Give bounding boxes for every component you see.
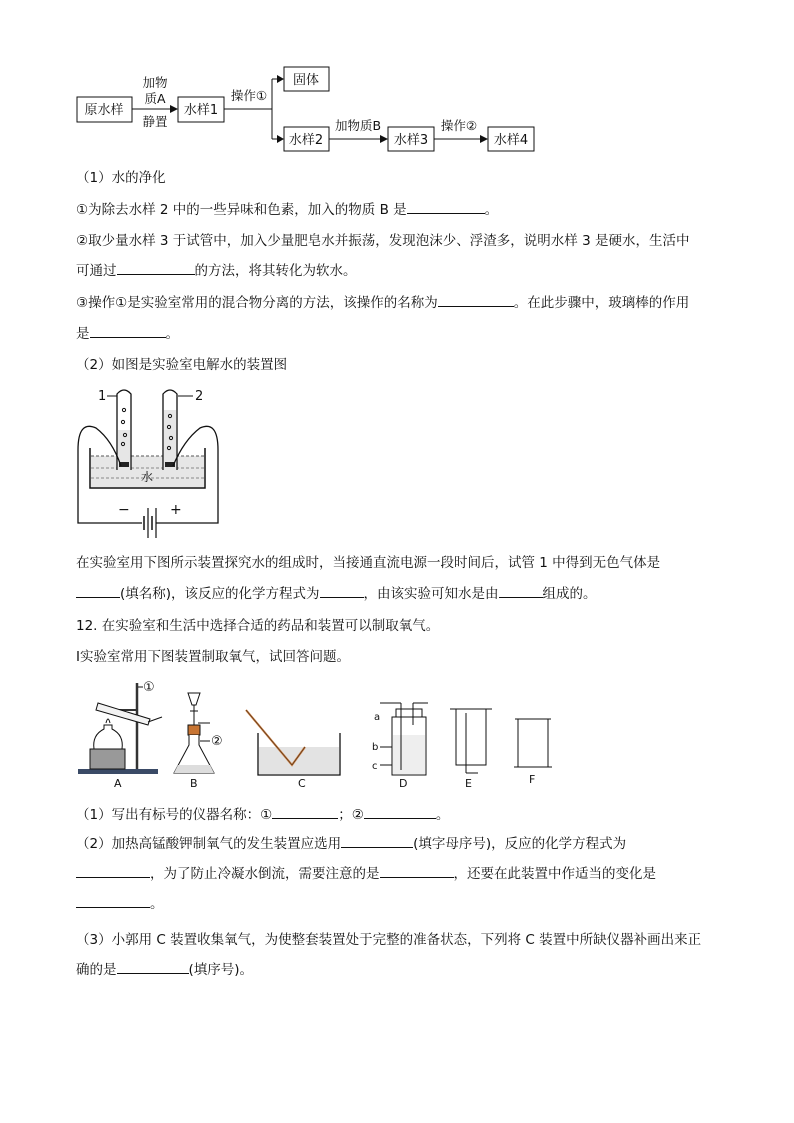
- negative-terminal-label: −: [118, 502, 130, 518]
- answer-blank-modification[interactable]: [76, 895, 150, 908]
- question1: [76, 201, 498, 219]
- apparatus-a: [78, 680, 162, 790]
- question3-line2: [76, 325, 179, 343]
- port-b-label: b: [372, 742, 379, 753]
- section2-question-line2: [76, 585, 597, 603]
- question2-line1: ②取少量水样 3 于试管中，加入少量肥皂水并振荡，发现泡沫少、浮渣多，说明水样 3 是硬水，生活中: [76, 233, 690, 249]
- section2-q-part-b: ，由该实验可知水是由: [363, 586, 499, 602]
- q12-sub2-suffix: (填字母序号)，反应的化学方程式为: [413, 836, 627, 852]
- question3-line1: [76, 294, 689, 312]
- q12-sub2-line3: [76, 895, 164, 913]
- apparatus-label-e: E: [465, 777, 472, 790]
- operation2-label: 操作②: [440, 118, 478, 133]
- answer-blank-instrument-2[interactable]: [364, 806, 436, 819]
- question1-end: 。: [484, 202, 499, 218]
- q12-sub2-line1: [76, 835, 626, 853]
- apparatus-d: [372, 703, 428, 790]
- sample3-label: 水样3: [393, 133, 429, 148]
- question3-suffix: 。在此步骤中，玻璃棒的作用: [513, 295, 690, 311]
- add-substance-b-label: 加物质B: [334, 118, 382, 133]
- question2-suffix: 的方法，将其转化为软水。: [194, 263, 357, 279]
- answer-blank-generator[interactable]: [341, 835, 413, 848]
- apparatus-label-f: F: [529, 773, 536, 786]
- q12-sub1-prefix: （1）写出有标号的仪器名称：①: [76, 807, 273, 823]
- question2-prefix: 可通过: [76, 263, 117, 279]
- circle-label-1: ①: [143, 680, 155, 695]
- q12-part1: Ⅰ实验室常用下图装置制取氧气，试回答问题。: [76, 649, 350, 665]
- answer-blank-equation[interactable]: [320, 585, 364, 598]
- q12-sub2-line3-suffix: 。: [150, 896, 164, 912]
- apparatus-label-a: A: [114, 777, 122, 790]
- question2-line2: [76, 262, 357, 280]
- q12-sub3-line2: [76, 961, 253, 979]
- q12-sub3-line1: （3）小郭用 C 装置收集氧气，为使整套装置处于完整的准备状态，下列将 C 装置中所缺仪器补画出来正: [76, 932, 702, 948]
- question3-line2-prefix: 是: [76, 326, 90, 342]
- solid-label: 固体: [292, 73, 320, 88]
- q12-sub2-line2-mid: ，为了防止冷凝水倒流，需要注意的是: [150, 866, 380, 882]
- section2-question-line1: 在实验室用下图所示装置探究水的组成时，当接通直流电源一段时间后，试管 1 中得到无色气体是: [76, 555, 661, 571]
- add-substance-a-label-1: 加物: [142, 75, 168, 90]
- answer-blank-softening-method[interactable]: [117, 262, 195, 275]
- raw-water-label: 原水样: [84, 103, 124, 118]
- apparatus-e: [450, 709, 492, 790]
- answer-blank-composition[interactable]: [499, 585, 543, 598]
- oxygen-apparatus-figure: [70, 675, 570, 795]
- answer-blank-correct-drawing[interactable]: [117, 961, 189, 974]
- purification-flowchart: [0, 0, 794, 160]
- q12-sub2-prefix: （2）加热高锰酸钾制氧气的发生装置应选用: [76, 836, 342, 852]
- answer-blank-glass-rod-role[interactable]: [90, 325, 166, 338]
- apparatus-c: [246, 710, 340, 790]
- electrolysis-apparatus: [60, 380, 240, 540]
- positive-terminal-label: +: [170, 502, 182, 518]
- q12-sub1-suffix: 。: [435, 807, 450, 823]
- port-c-label: c: [372, 761, 378, 772]
- tube1-label: 1: [98, 389, 107, 404]
- q12-title: 12. 在实验室和生活中选择合适的药品和装置可以制取氧气。: [76, 618, 440, 634]
- section2-q-part-a: (填名称)，该反应的化学方程式为: [120, 586, 320, 602]
- q12-sub1-mid: ；②: [338, 807, 364, 823]
- q12-sub2-line2: [76, 865, 656, 883]
- question1-text: ①为除去水样 2 中的一些异味和色素，加入的物质 B 是: [76, 202, 407, 218]
- add-substance-a-label-2: 质A: [144, 91, 166, 106]
- sample2-label: 水样2: [288, 133, 324, 148]
- apparatus-label-b: B: [190, 777, 198, 790]
- answer-blank-precaution[interactable]: [380, 865, 454, 878]
- q12-sub1: [76, 806, 449, 824]
- question3-line2-suffix: 。: [165, 326, 179, 342]
- answer-blank-operation-name[interactable]: [438, 294, 514, 307]
- apparatus-label-c: C: [298, 777, 306, 790]
- q12-sub3-suffix: (填序号)。: [188, 962, 254, 978]
- section2-q-part-c: 组成的。: [542, 586, 597, 602]
- section1-heading: （1）水的净化: [76, 170, 166, 186]
- settle-label: 静置: [142, 114, 168, 129]
- water-label: 水: [141, 470, 154, 484]
- operation1-label: 操作①: [230, 88, 268, 103]
- q12-sub2-line2-suffix: ，还要在此装置中作适当的变化是: [453, 866, 656, 882]
- sample1-label: 水样1: [183, 103, 219, 118]
- answer-blank-substance-b[interactable]: [407, 201, 485, 214]
- circle-label-2: ②: [211, 734, 223, 749]
- answer-blank-kmno4-equation[interactable]: [76, 865, 150, 878]
- q12-sub3-prefix: 确的是: [76, 962, 117, 978]
- tube2-label: 2: [195, 389, 204, 404]
- section2-heading: （2）如图是实验室电解水的装置图: [76, 357, 288, 373]
- question3-prefix: ③操作①是实验室常用的混合物分离的方法，该操作的名称为: [76, 295, 438, 311]
- sample4-label: 水样4: [493, 133, 529, 148]
- port-a-label: a: [374, 712, 381, 723]
- answer-blank-gas-name[interactable]: [76, 585, 120, 598]
- apparatus-f: [514, 719, 552, 786]
- answer-blank-instrument-1[interactable]: [272, 806, 338, 819]
- apparatus-label-d: D: [399, 777, 408, 790]
- apparatus-b: [174, 693, 223, 790]
